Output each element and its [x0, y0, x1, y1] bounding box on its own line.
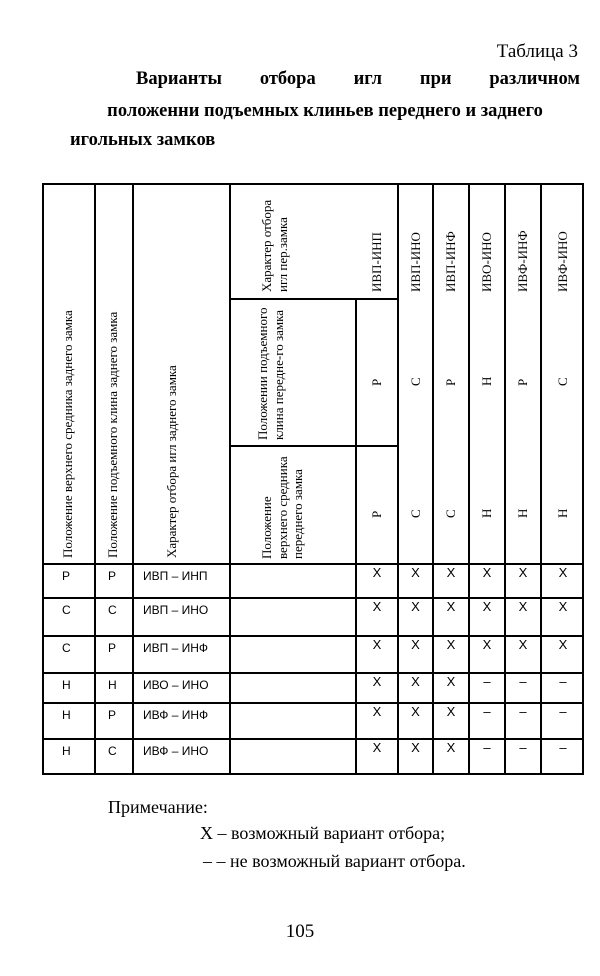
row-rear-selection-type: ИВО – ИНО: [143, 678, 209, 692]
row-rear-selection-type: ИВФ – ИНФ: [143, 708, 209, 722]
row-rear-selection-type: ИВФ – ИНО: [143, 744, 209, 758]
row-rear-middle-value: С: [62, 603, 71, 617]
front-wedge-value: С: [407, 377, 423, 386]
note-line-possible: Х – возможный вариант отбора;: [200, 823, 446, 843]
row-rear-wedge-value: С: [108, 744, 117, 758]
front-selection-type: ИВФ-ИНО: [555, 231, 570, 292]
selection-mark: Х: [411, 740, 420, 755]
table-vline: [42, 183, 44, 775]
selection-mark: Х: [446, 565, 456, 580]
table-hline: [42, 773, 584, 775]
row-rear-wedge-value: Р: [108, 708, 117, 722]
title-word: игл: [353, 69, 383, 89]
title-word: при: [419, 69, 452, 89]
title-word: различном: [489, 69, 580, 89]
row-rear-middle-value: Н: [62, 678, 71, 692]
row-rear-middle-value: Н: [62, 708, 71, 722]
selection-mark: Х: [411, 565, 420, 580]
front-selection-type: ИВФ-ИНФ: [515, 230, 530, 292]
row-rear-middle-value: С: [62, 641, 71, 655]
header-rear-middle-upper: Положение верхнего средника заднего замка: [60, 310, 75, 558]
front-wedge-value: Н: [479, 376, 494, 386]
title-word: Варианты: [136, 69, 222, 89]
selection-mark: Х: [446, 637, 456, 652]
selection-mark: –: [519, 674, 527, 689]
row-rear-selection-type: ИВП – ИНП: [143, 569, 208, 583]
selection-mark: Х: [518, 565, 528, 580]
selection-mark: Х: [372, 740, 382, 755]
header-front-wedge: Положении подъемного клина передне-го замка: [255, 307, 286, 440]
selection-mark: Х: [446, 704, 456, 719]
table-label: Таблица 3: [496, 41, 578, 62]
selection-mark: Х: [482, 637, 492, 652]
table-title-line-2: положенни подъемных клиньев переднего и заднего: [107, 101, 543, 121]
selection-mark: Х: [372, 704, 382, 719]
front-wedge-value: Р: [369, 378, 384, 386]
header-front-middle-upper: Положение верхнего средника переднего замка: [259, 456, 306, 559]
front-selection-type: ИВП-ИНФ: [443, 231, 458, 292]
front-selection-type: ИВП-ИНО: [407, 232, 423, 292]
front-wedge-value: С: [555, 377, 570, 386]
front-wedge-value: Р: [515, 378, 530, 386]
front-middle-value: Н: [479, 508, 494, 518]
table-vline: [229, 183, 231, 775]
front-middle-value: Р: [369, 510, 384, 518]
row-rear-selection-type: ИВП – ИНФ: [143, 641, 209, 655]
title-word: отбора: [259, 69, 316, 89]
row-rear-wedge-value: С: [108, 603, 117, 617]
row-rear-wedge-value: Р: [108, 641, 117, 655]
selection-mark: Х: [411, 704, 420, 719]
selection-mark: –: [483, 740, 491, 755]
front-middle-value: С: [407, 509, 423, 518]
front-middle-value: Н: [515, 508, 530, 518]
selection-mark: Х: [518, 637, 528, 652]
row-rear-middle-value: Н: [62, 744, 71, 758]
table-vline: [94, 183, 96, 775]
selection-mark: Х: [411, 599, 420, 614]
selection-mark: Х: [482, 565, 492, 580]
needle-selection-table: [42, 183, 584, 775]
selection-mark: Х: [518, 599, 528, 614]
header-rear-wedge: Положение подъемного клина заднего замка: [105, 311, 120, 558]
selection-mark: Х: [411, 674, 420, 689]
table-vline: [132, 183, 134, 775]
row-rear-wedge-value: Р: [108, 569, 117, 583]
note-line-impossible: – – не возможный вариант отбора.: [203, 851, 466, 871]
table-title-line-3: игольных замков: [70, 130, 216, 150]
selection-mark: Х: [446, 599, 456, 614]
front-wedge-value: Р: [443, 378, 458, 386]
selection-mark: –: [559, 674, 567, 689]
selection-mark: Х: [482, 599, 492, 614]
row-rear-wedge-value: Н: [108, 678, 117, 692]
selection-mark: Х: [558, 565, 568, 580]
selection-mark: Х: [558, 599, 568, 614]
selection-mark: –: [559, 740, 567, 755]
selection-mark: Х: [411, 637, 420, 652]
front-selection-type: ИВО-ИНО: [479, 232, 494, 292]
selection-mark: Х: [558, 637, 568, 652]
selection-mark: Х: [446, 674, 456, 689]
selection-mark: Х: [372, 599, 382, 614]
selection-mark: –: [519, 704, 527, 719]
selection-mark: –: [483, 704, 491, 719]
header-rear-selection: Характер отбора игл заднего замка: [164, 365, 179, 558]
table-hline: [42, 183, 584, 185]
table-title-line-1: [136, 69, 580, 90]
row-rear-middle-value: Р: [62, 569, 71, 583]
selection-mark: –: [483, 674, 491, 689]
row-rear-selection-type: ИВП – ИНО: [143, 603, 209, 617]
front-middle-value: С: [443, 509, 458, 518]
front-selection-type: ИВП-ИНП: [369, 232, 384, 292]
selection-mark: –: [519, 740, 527, 755]
selection-mark: Х: [372, 637, 382, 652]
table-vline: [582, 183, 584, 775]
selection-mark: –: [559, 704, 567, 719]
selection-mark: Х: [372, 674, 382, 689]
selection-mark: Х: [446, 740, 456, 755]
note-title: Примечание:: [108, 797, 208, 817]
header-front-selection: Характер отбора игл пер.замка: [259, 199, 290, 292]
selection-mark: Х: [372, 565, 382, 580]
page-number: 105: [285, 921, 315, 942]
table-hline: [229, 298, 397, 300]
front-middle-value: Н: [555, 508, 570, 518]
